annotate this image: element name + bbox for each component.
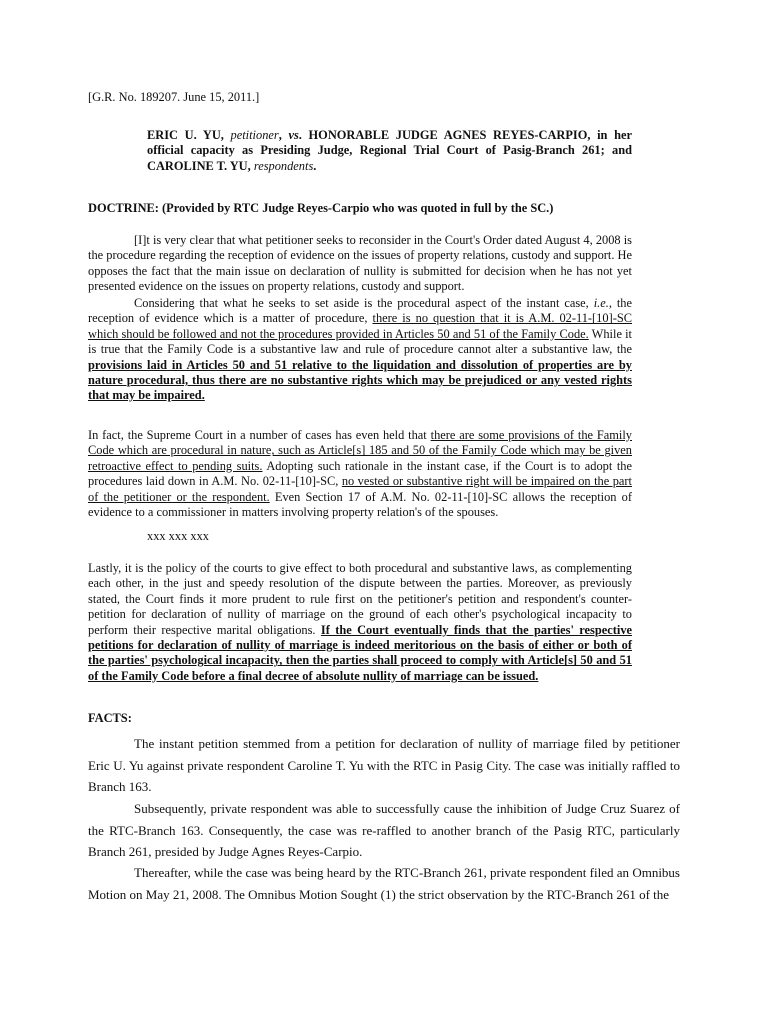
doctrine-paragraph-3: In fact, the Supreme Court in a number of cases has even held that there are some provisions of the Family Code which are procedural in nature, such as Article[s] 185 and 50 of the Family Code which may be given retroactive effect to pending suits. Adopting such rationale in the instant case, if the Court is to adopt the procedures laid down in A.M. No. 02-11-[10]-SC, no vested or substantive right will be impaired on the part of the petitioner or the respondent. Even Section 17 of A.M. No. 02-11-[10]-SC allows the reception of evidence to a commissioner in matters involving property relation's of the spouses.	[88, 428, 632, 520]
underlined-passage: there are some provisions of the Family Code which are procedural in nature, such as Article[s] 185 and 50 of the Family Code which may be given retroactive effect to pending suits.	[88, 428, 632, 473]
doctrine-paragraph-4: Lastly, it is the policy of the courts to give effect to both procedural and substantive laws, as complementing each other, in the just and speedy resolution of the dispute between the parties. Moreover, as previously stated, the Court finds it more prudent to rule first on the petitioner's petition and respondent's counter-petition for declaration of nullity of marriage on the ground of each other's psychological incapacity to perform their respective marital obligations. If the Court eventually finds that the parties' respective petitions for declaration of nullity of marriage is indeed meritorious on the basis of either or both of the parties' psychological incapacity, then the parties shall proceed to comply with Article[s] 50 and 51 of the Family Code before a final decree of absolute nullity of marriage can be issued.	[88, 561, 633, 683]
facts-paragraph-3: Thereafter, while the case was being heard by the RTC-Branch 261, private respondent filed an Omnibus Motion on May 21, 2008. The Omnibus Motion Sought (1) the strict observation by the RTC-Branch 261 of the	[88, 865, 680, 902]
case-caption: ERIC U. YU, petitioner, vs. HONORABLE JUDGE AGNES REYES-CARPIO, in her official capacity as Presiding Judge, Regional Trial Court of Pasig-Branch 261; and CAROLINE T. YU, respondents.	[147, 128, 632, 173]
respondents-role: respondents	[253, 158, 314, 173]
petitioner-name: ERIC U. YU	[147, 128, 221, 142]
case-number: [G.R. No. 189207. June 15, 2011.]	[88, 90, 260, 104]
petitioner-role: petitioner	[230, 128, 279, 142]
versus-label: vs	[288, 128, 299, 142]
doctrine-paragraph-2: Considering that what he seeks to set aside is the procedural aspect of the instant case, i.e., the reception of evidence which is a matter of procedure, there is no question that it is A.M. 02-11-[10]-SC which should be followed and not the procedures provided in Articles 50 and 51 of the Family Code. While it is true that the Family Code is a substantive law and rule of procedure cannot alter a substantive law, the provisions laid in Articles 50 and 51 relative to the liquidation and dissolution of properties are by nature procedural, thus there are no substantive rights which may be prejudiced or any vested rights that may be impaired.	[88, 296, 632, 403]
bold-underlined-passage: If the Court eventually finds that the parties' respective petitions for declaration of nullity of marriage is indeed meritorious on the basis of either or both of the parties' psychological incapacity, then the parties shall proceed to comply with Article[s] 50 and 51 of the Family Code before a final decree of absolute nullity of marriage can be issued.	[88, 622, 633, 683]
doctrine-heading: DOCTRINE: (Provided by RTC Judge Reyes-Carpio who was quoted in full by the SC.)	[88, 201, 554, 215]
bold-underlined-passage: provisions laid in Articles 50 and 51 relative to the liquidation and dissolution of properties are by nature procedural, thus there are no substantive rights which may be prejudiced or any vested rights that may be impaired.	[88, 357, 632, 403]
facts-heading: FACTS:	[88, 711, 132, 725]
underlined-passage: no vested or substantive right will be impaired on the part of the petitioner or the respondent.	[88, 474, 632, 504]
underlined-passage: there is no question that it is A.M. 02-11-[10]-SC which should be followed and not the procedures provided in Articles 50 and 51 of the Family Code.	[88, 311, 632, 341]
respondents-names: . HONORABLE JUDGE AGNES REYES-CARPIO, in her official capacity as Presiding Judge, Regional Trial Court of Pasig-Branch 261; and CAROLINE T. YU	[147, 128, 632, 173]
ellipsis-separator: xxx xxx xxx	[147, 529, 209, 543]
facts-paragraph-1: The instant petition stemmed from a petition for declaration of nullity of marriage filed by petitioner Eric U. Yu against private respondent Caroline T. Yu with the RTC in Pasig City. The case was initially raffled to Branch 163.	[88, 736, 680, 795]
facts-paragraph-2: Subsequently, private respondent was able to successfully cause the inhibition of Judge Cruz Suarez of the RTC-Branch 163. Consequently, the case was re-raffled to another branch of the Pasig RTC, particularly Branch 261, presided by Judge Agnes Reyes-Carpio.	[88, 801, 680, 860]
doctrine-paragraph-1: [I]t is very clear that what petitioner seeks to reconsider in the Court's Order dated August 4, 2008 is the procedure regarding the reception of evidence on the issues of property relations, custody and support. He opposes the fact that the main issue on declaration of nullity is submitted for decision when he has not yet presented evidence on the issues on property relations, custody and support.	[88, 233, 632, 294]
